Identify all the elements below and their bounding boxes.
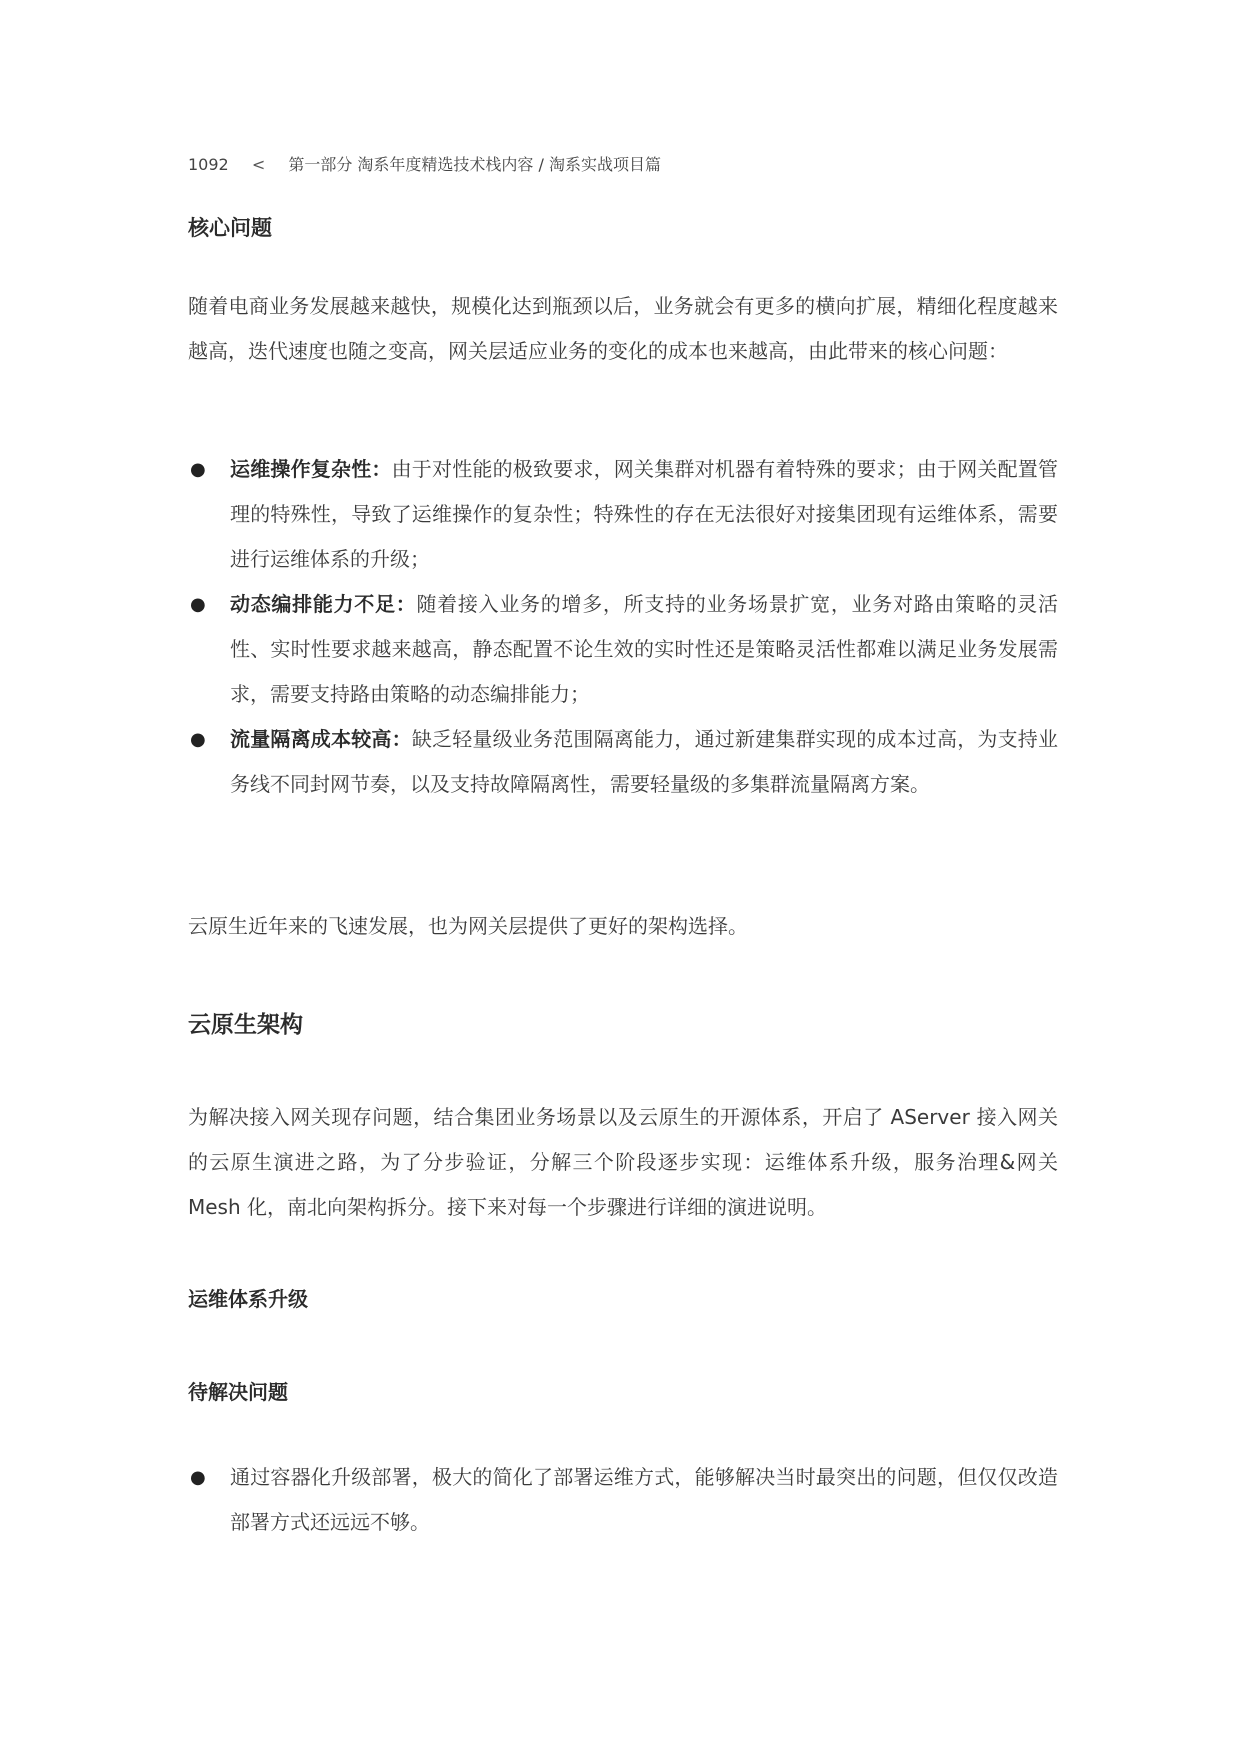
core-problem-list xyxy=(188,447,1058,807)
bullet-dot-icon: ● xyxy=(190,729,206,750)
core-problem-closing: 云原生近年来的飞速发展，也为网关层提供了更好的架构选择。 xyxy=(188,914,748,938)
ops-upgrade-list xyxy=(188,1455,1058,1545)
bullet-dot-icon: ● xyxy=(190,594,206,615)
subheading-pending-problems: 待解决问题 xyxy=(188,1380,288,1404)
list-item-text: 缺乏轻量级业务范围隔离能力，通过新建集群实现的成本过高，为支持业务线不同封网节奏，以及支持故障隔离性，需要轻量级的多集群流量隔离方案。 xyxy=(230,727,1059,796)
list-item-term: 动态编排能力不足： xyxy=(230,592,417,616)
list-item-text: 随着接入业务的增多，所支持的业务场景扩宽，业务对路由策略的灵活性、实时性要求越来越高，静态配置不论生效的实时性还是策略灵活性都难以满足业务发展需求，需要支持路由策略的动态编排能力； xyxy=(230,592,1059,706)
list-item xyxy=(188,717,1058,807)
breadcrumb: 第一部分 淘系年度精选技术栈内容 / 淘系实战项目篇 xyxy=(288,155,661,174)
page-number: 1092 xyxy=(188,155,229,174)
section-heading-cloud-native: 云原生架构 xyxy=(188,1012,303,1038)
list-item-term: 流量隔离成本较高： xyxy=(230,727,412,751)
list-item xyxy=(188,447,1058,582)
list-item-text: 由于对性能的极致要求，网关集群对机器有着特殊的要求；由于网关配置管理的特殊性，导致了运维操作的复杂性；特殊性的存在无法很好对接集团现有运维体系，需要进行运维体系的升级； xyxy=(230,457,1059,571)
list-item-text: 通过容器化升级部署，极大的简化了部署运维方式，能够解决当时最突出的问题，但仅仅改造部署方式还远远不够。 xyxy=(230,1465,1058,1534)
section-heading-core-problem: 核心问题 xyxy=(188,216,272,240)
bullet-dot-icon: ● xyxy=(190,459,206,480)
section-heading-ops-upgrade: 运维体系升级 xyxy=(188,1287,308,1311)
cloud-native-intro: 为解决接入网关现存问题，结合集团业务场景以及云原生的开源体系，开启了 AServer 接入网关的云原生演进之路，为了分步验证，分解三个阶段逐步实现：运维体系升级，服务治理&网关 Mesh 化，南北向架构拆分。接下来对每一个步骤进行详细的演进说明。 xyxy=(188,1105,1058,1219)
core-problem-intro: 随着电商业务发展越来越快，规模化达到瓶颈以后，业务就会有更多的横向扩展，精细化程度越来越高，迭代速度也随之变高，网关层适应业务的变化的成本也来越高，由此带来的核心问题： xyxy=(188,294,1058,363)
running-header xyxy=(188,152,661,175)
list-item-term: 运维操作复杂性： xyxy=(230,457,392,481)
bullet-dot-icon: ● xyxy=(190,1467,206,1488)
list-item xyxy=(188,582,1058,717)
breadcrumb-separator: < xyxy=(251,155,266,174)
list-item xyxy=(188,1455,1058,1545)
